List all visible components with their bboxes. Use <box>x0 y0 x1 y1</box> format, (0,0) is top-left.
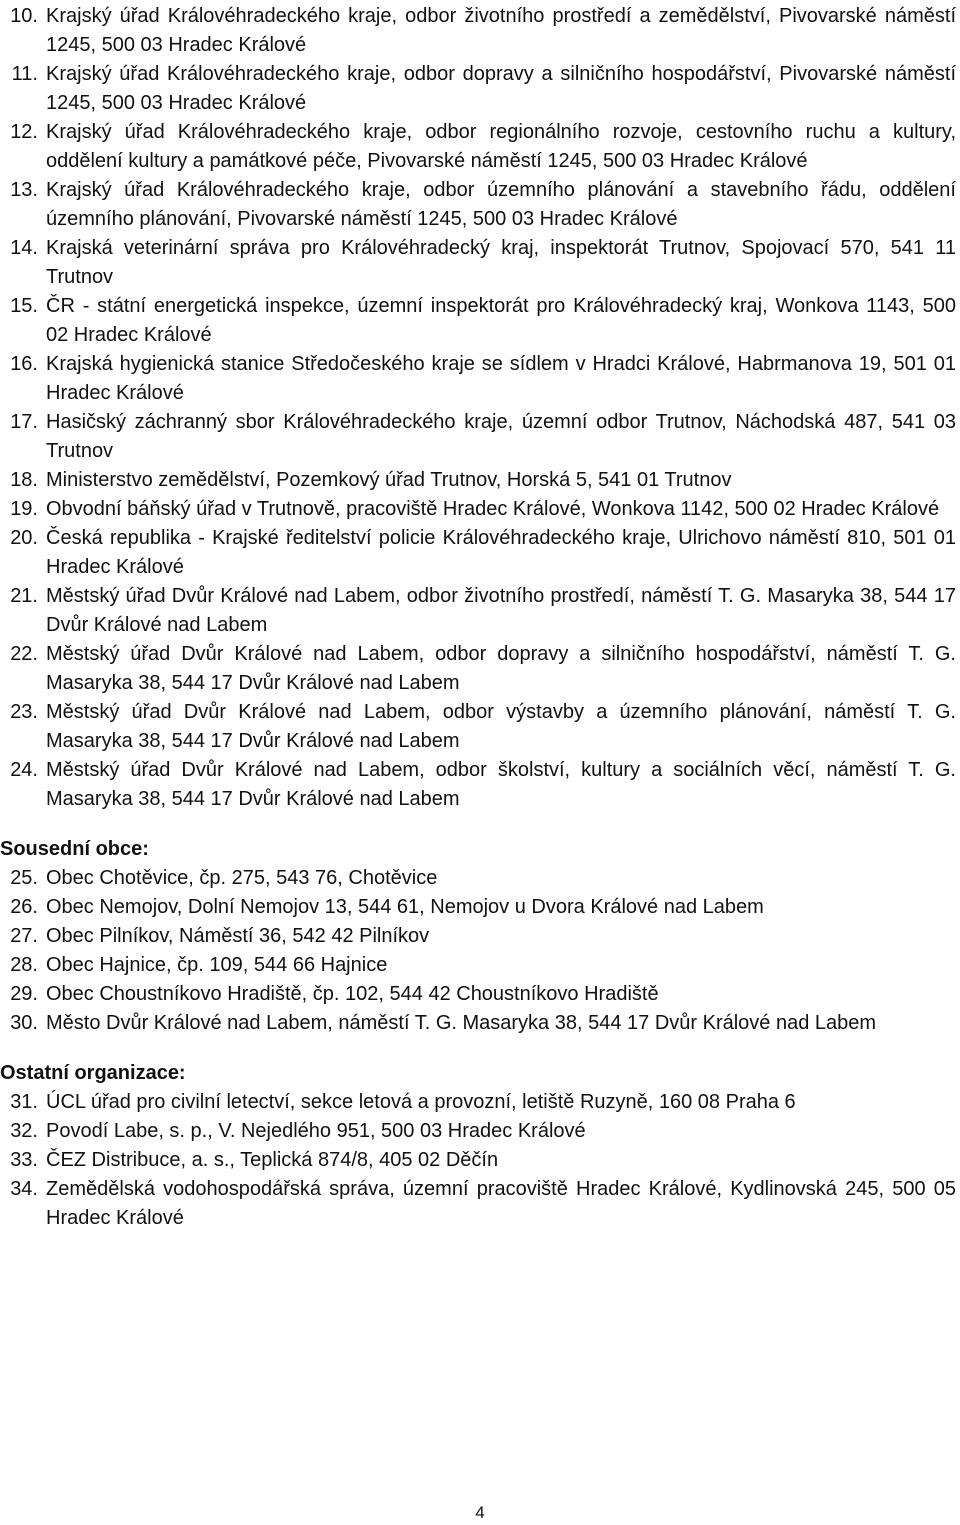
item-number: 14. <box>10 237 38 259</box>
list-item <box>0 1146 960 1175</box>
item-number: 21. <box>10 585 38 607</box>
item-text: Město Dvůr Králové nad Labem, náměstí T. G. Masaryka 38, 544 17 Dvůr Králové nad Labem <box>46 1012 877 1034</box>
item-text: Česká republika - Krajské ředitelství policie Královéhradeckého kraje, Ulrichovo náměstí 810, 501 01 Hradec Králové <box>46 527 956 578</box>
item-text: Obec Hajnice, čp. 109, 544 66 Hajnice <box>46 954 388 976</box>
item-text: Povodí Labe, s. p., V. Nejedlého 951, 500 03 Hradec Králové <box>46 1120 586 1142</box>
item-text: Krajský úřad Královéhradeckého kraje, odbor regionálního rozvoje, cestovního ruchu a kultury, oddělení kultury a památkové péče, Pivovarské náměstí 1245, 500 03 Hradec Králové <box>46 121 956 172</box>
item-text: Obvodní báňský úřad v Trutnově, pracoviště Hradec Králové, Wonkova 1142, 500 02 Hradec Králové <box>46 498 940 520</box>
item-number: 13. <box>10 179 38 201</box>
list-item <box>0 951 960 980</box>
list-item <box>0 2 960 60</box>
item-number: 25. <box>10 867 38 889</box>
item-number: 31. <box>10 1091 38 1113</box>
list-item <box>0 1175 960 1233</box>
item-text: Krajský úřad Královéhradeckého kraje, odbor dopravy a silničního hospodářství, Pivovarské náměstí 1245, 500 03 Hradec Králové <box>46 63 956 114</box>
item-text: Zemědělská vodohospodářská správa, územní pracoviště Hradec Králové, Kydlinovská 245, 500 05 Hradec Králové <box>46 1178 956 1229</box>
others-section <box>0 1059 960 1233</box>
item-text: Městský úřad Dvůr Králové nad Labem, odbor výstavby a územního plánování, náměstí T. G. Masaryka 38, 544 17 Dvůr Králové nad Labem <box>46 701 956 752</box>
item-number: 26. <box>10 896 38 918</box>
neighbors-list <box>0 864 960 1038</box>
list-item <box>0 466 960 495</box>
item-number: 30. <box>10 1012 38 1034</box>
item-text: Obec Nemojov, Dolní Nemojov 13, 544 61, Nemojov u Dvora Králové nad Labem <box>46 896 764 918</box>
item-text: Krajská veterinární správa pro Královéhradecký kraj, inspektorát Trutnov, Spojovací 570, 541 11 Trutnov <box>46 237 956 288</box>
list-item <box>0 495 960 524</box>
item-number: 22. <box>10 643 38 665</box>
list-item <box>0 1117 960 1146</box>
item-text: Krajský úřad Královéhradeckého kraje, odbor životního prostředí a zemědělství, Pivovarské náměstí 1245, 500 03 Hradec Králové <box>46 5 956 56</box>
list-item <box>0 980 960 1009</box>
list-item <box>0 60 960 118</box>
section-heading: Sousední obce: <box>0 838 149 860</box>
list-item <box>0 408 960 466</box>
list-item <box>0 756 960 814</box>
list-item <box>0 234 960 292</box>
item-text: Městský úřad Dvůr Králové nad Labem, odbor školství, kultury a sociálních věcí, náměstí T. G. Masaryka 38, 544 17 Dvůr Králové nad Labem <box>46 759 956 810</box>
item-number: 20. <box>10 527 38 549</box>
item-number: 29. <box>10 983 38 1005</box>
list-item <box>0 118 960 176</box>
item-number: 24. <box>10 759 38 781</box>
list-item <box>0 922 960 951</box>
item-text: Městský úřad Dvůr Králové nad Labem, odbor dopravy a silničního hospodářství, náměstí T. G. Masaryka 38, 544 17 Dvůr Králové nad Labem <box>46 643 956 694</box>
item-text: Hasičský záchranný sbor Královéhradeckého kraje, územní odbor Trutnov, Náchodská 487, 541 03 Trutnov <box>46 411 956 462</box>
others-list <box>0 1088 960 1233</box>
list-item <box>0 698 960 756</box>
item-text: Ministerstvo zemědělství, Pozemkový úřad Trutnov, Horská 5, 541 01 Trutnov <box>46 469 732 491</box>
item-text: Obec Choustníkovo Hradiště, čp. 102, 544 42 Choustníkovo Hradiště <box>46 983 659 1005</box>
section-heading: Ostatní organizace: <box>0 1062 186 1084</box>
item-number: 12. <box>10 121 38 143</box>
item-text: Krajský úřad Královéhradeckého kraje, odbor územního plánování a stavebního řádu, oddělení územního plánování, Pivovarské náměstí 1245, 500 03 Hradec Králové <box>46 179 956 230</box>
item-text: ÚCL úřad pro civilní letectví, sekce letová a provozní, letiště Ruzyně, 160 08 Praha 6 <box>46 1091 796 1113</box>
item-number: 18. <box>10 469 38 491</box>
item-text: Obec Chotěvice, čp. 275, 543 76, Chotěvice <box>46 867 438 889</box>
authorities-list <box>0 2 960 814</box>
item-number: 32. <box>10 1120 38 1142</box>
item-number: 33. <box>10 1149 38 1171</box>
item-number: 27. <box>10 925 38 947</box>
list-item <box>0 893 960 922</box>
neighbors-section <box>0 835 960 1038</box>
item-number: 17. <box>10 411 38 433</box>
list-item <box>0 1088 960 1117</box>
list-item <box>0 350 960 408</box>
item-number: 10. <box>10 5 38 27</box>
item-number: 19. <box>10 498 38 520</box>
item-text: Obec Pilníkov, Náměstí 36, 542 42 Pilníkov <box>46 925 430 947</box>
item-number: 28. <box>10 954 38 976</box>
list-item <box>0 176 960 234</box>
item-number: 15. <box>10 295 38 317</box>
list-item <box>0 292 960 350</box>
item-text: Krajská hygienická stanice Středočeského kraje se sídlem v Hradci Králové, Habrmanova 19, 501 01 Hradec Králové <box>46 353 956 404</box>
item-number: 16. <box>10 353 38 375</box>
list-item <box>0 640 960 698</box>
item-number: 23. <box>10 701 38 723</box>
list-item <box>0 1009 960 1038</box>
page-number: 4 <box>475 1503 485 1522</box>
item-text: Městský úřad Dvůr Králové nad Labem, odbor životního prostředí, náměstí T. G. Masaryka 38, 544 17 Dvůr Králové nad Labem <box>46 585 956 636</box>
item-text: ČEZ Distribuce, a. s., Teplická 874/8, 405 02 Děčín <box>46 1149 499 1171</box>
list-item <box>0 582 960 640</box>
list-item <box>0 864 960 893</box>
item-number: 11. <box>11 63 38 85</box>
item-text: ČR - státní energetická inspekce, územní inspektorát pro Královéhradecký kraj, Wonkova 1143, 500 02 Hradec Králové <box>46 295 956 346</box>
item-number: 34. <box>10 1178 38 1200</box>
list-item <box>0 524 960 582</box>
